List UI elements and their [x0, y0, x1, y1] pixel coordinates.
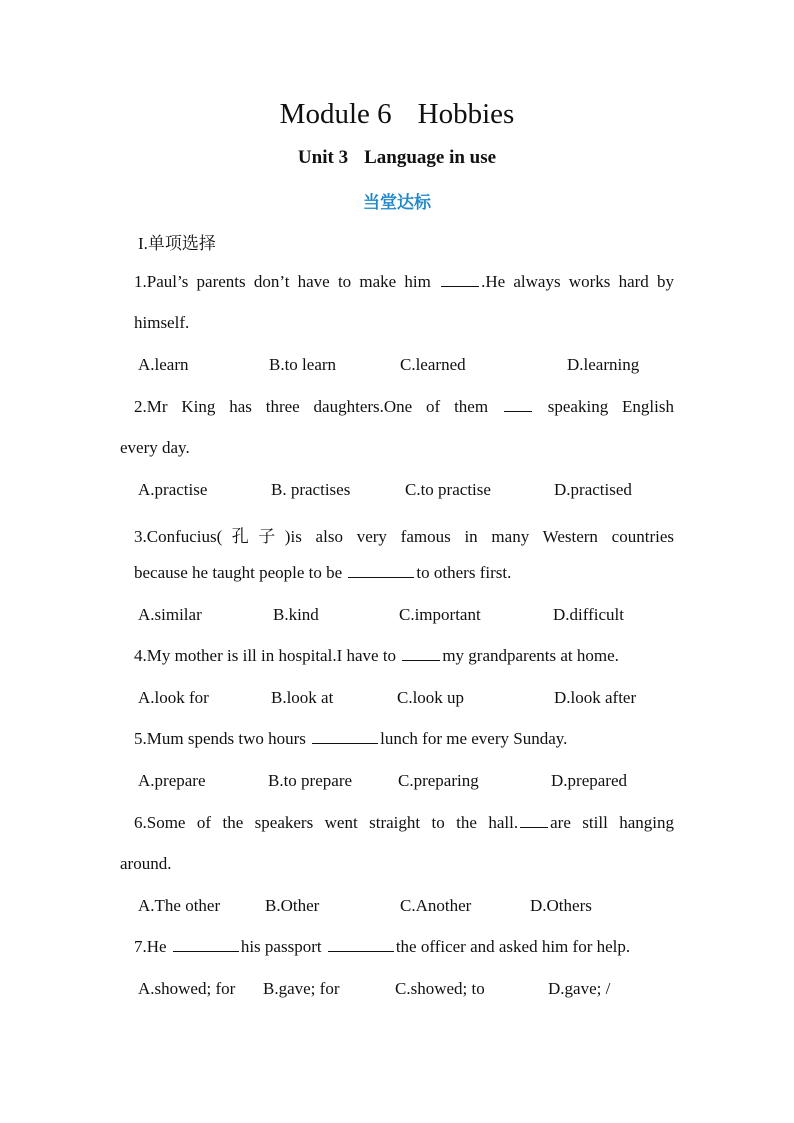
question-5-options: [138, 771, 678, 795]
option-d: D.gave; /: [548, 979, 611, 998]
question-4-options: [138, 688, 678, 712]
question-6-continuation: around.: [120, 854, 172, 873]
question-1-continuation: himself.: [134, 313, 190, 332]
option-d: D.look after: [554, 688, 637, 707]
option-c: C.important: [399, 605, 481, 624]
answer-blank: [348, 563, 414, 578]
option-a: A.look for: [138, 688, 209, 707]
answer-blank: [520, 813, 548, 828]
answer-blank: [402, 646, 440, 661]
answer-blank: [328, 937, 394, 952]
question-6-options: [138, 896, 678, 920]
option-d: D.Others: [530, 896, 592, 915]
question-7: 7.He his passport the officer and asked him for help.: [134, 937, 631, 956]
question-7-options: [138, 979, 678, 1003]
module-topic: Hobbies: [417, 98, 515, 130]
question-3-continuation: because he taught people to be to others first.: [134, 563, 512, 582]
option-c: C.to practise: [405, 480, 491, 499]
question-4: 4.My mother is ill in hospital.I have to my grandparents at home.: [134, 646, 619, 665]
option-b: B.gave; for: [263, 979, 340, 998]
answer-blank: [173, 937, 239, 952]
option-b: B.to prepare: [268, 771, 353, 790]
option-d: D.difficult: [553, 605, 624, 624]
answer-blank: [441, 272, 479, 287]
question-1: 1.Paul’s parents don’t have to make him .He always works hard by: [134, 272, 674, 291]
unit-number: Unit 3: [297, 147, 349, 168]
section-heading: I.单项选择: [138, 234, 216, 253]
module-title: [0, 98, 794, 131]
question-3: 3.Confucius(孔子)is also very famous in many Western countries: [134, 527, 674, 546]
question-2-continuation: every day.: [120, 438, 190, 457]
unit-topic: Language in use: [364, 147, 497, 168]
question-5: 5.Mum spends two hours lunch for me every Sunday.: [134, 729, 568, 748]
option-c: C.showed; to: [395, 979, 485, 998]
option-a: A.showed; for: [138, 979, 236, 998]
option-b: B.to learn: [269, 355, 337, 374]
question-6: 6.Some of the speakers went straight to the hall. are still hanging: [134, 813, 675, 832]
answer-blank: [504, 397, 532, 412]
question-2: 2.Mr King has three daughters.One of them speaking English: [134, 397, 674, 416]
option-d: D.prepared: [551, 771, 627, 790]
unit-title: [0, 147, 794, 169]
option-b: B.look at: [271, 688, 334, 707]
question-1-options: [138, 355, 678, 379]
option-c: C.learned: [400, 355, 466, 374]
option-c: C.look up: [397, 688, 465, 707]
option-d: D.practised: [554, 480, 632, 499]
section-tag: 当堂达标: [363, 193, 431, 213]
option-b: B. practises: [271, 480, 351, 499]
option-a: A.The other: [138, 896, 221, 915]
module-number: Module 6: [279, 98, 392, 130]
option-a: A.similar: [138, 605, 202, 624]
option-a: A.prepare: [138, 771, 206, 790]
option-c: C.Another: [400, 896, 472, 915]
option-c: C.preparing: [398, 771, 479, 790]
question-2-options: [138, 480, 678, 504]
option-b: B.Other: [265, 896, 320, 915]
question-3-options: [138, 605, 678, 629]
option-a: A.learn: [138, 355, 189, 374]
answer-blank: [312, 729, 378, 744]
option-a: A.practise: [138, 480, 208, 499]
option-b: B.kind: [273, 605, 319, 624]
option-d: D.learning: [567, 355, 640, 374]
